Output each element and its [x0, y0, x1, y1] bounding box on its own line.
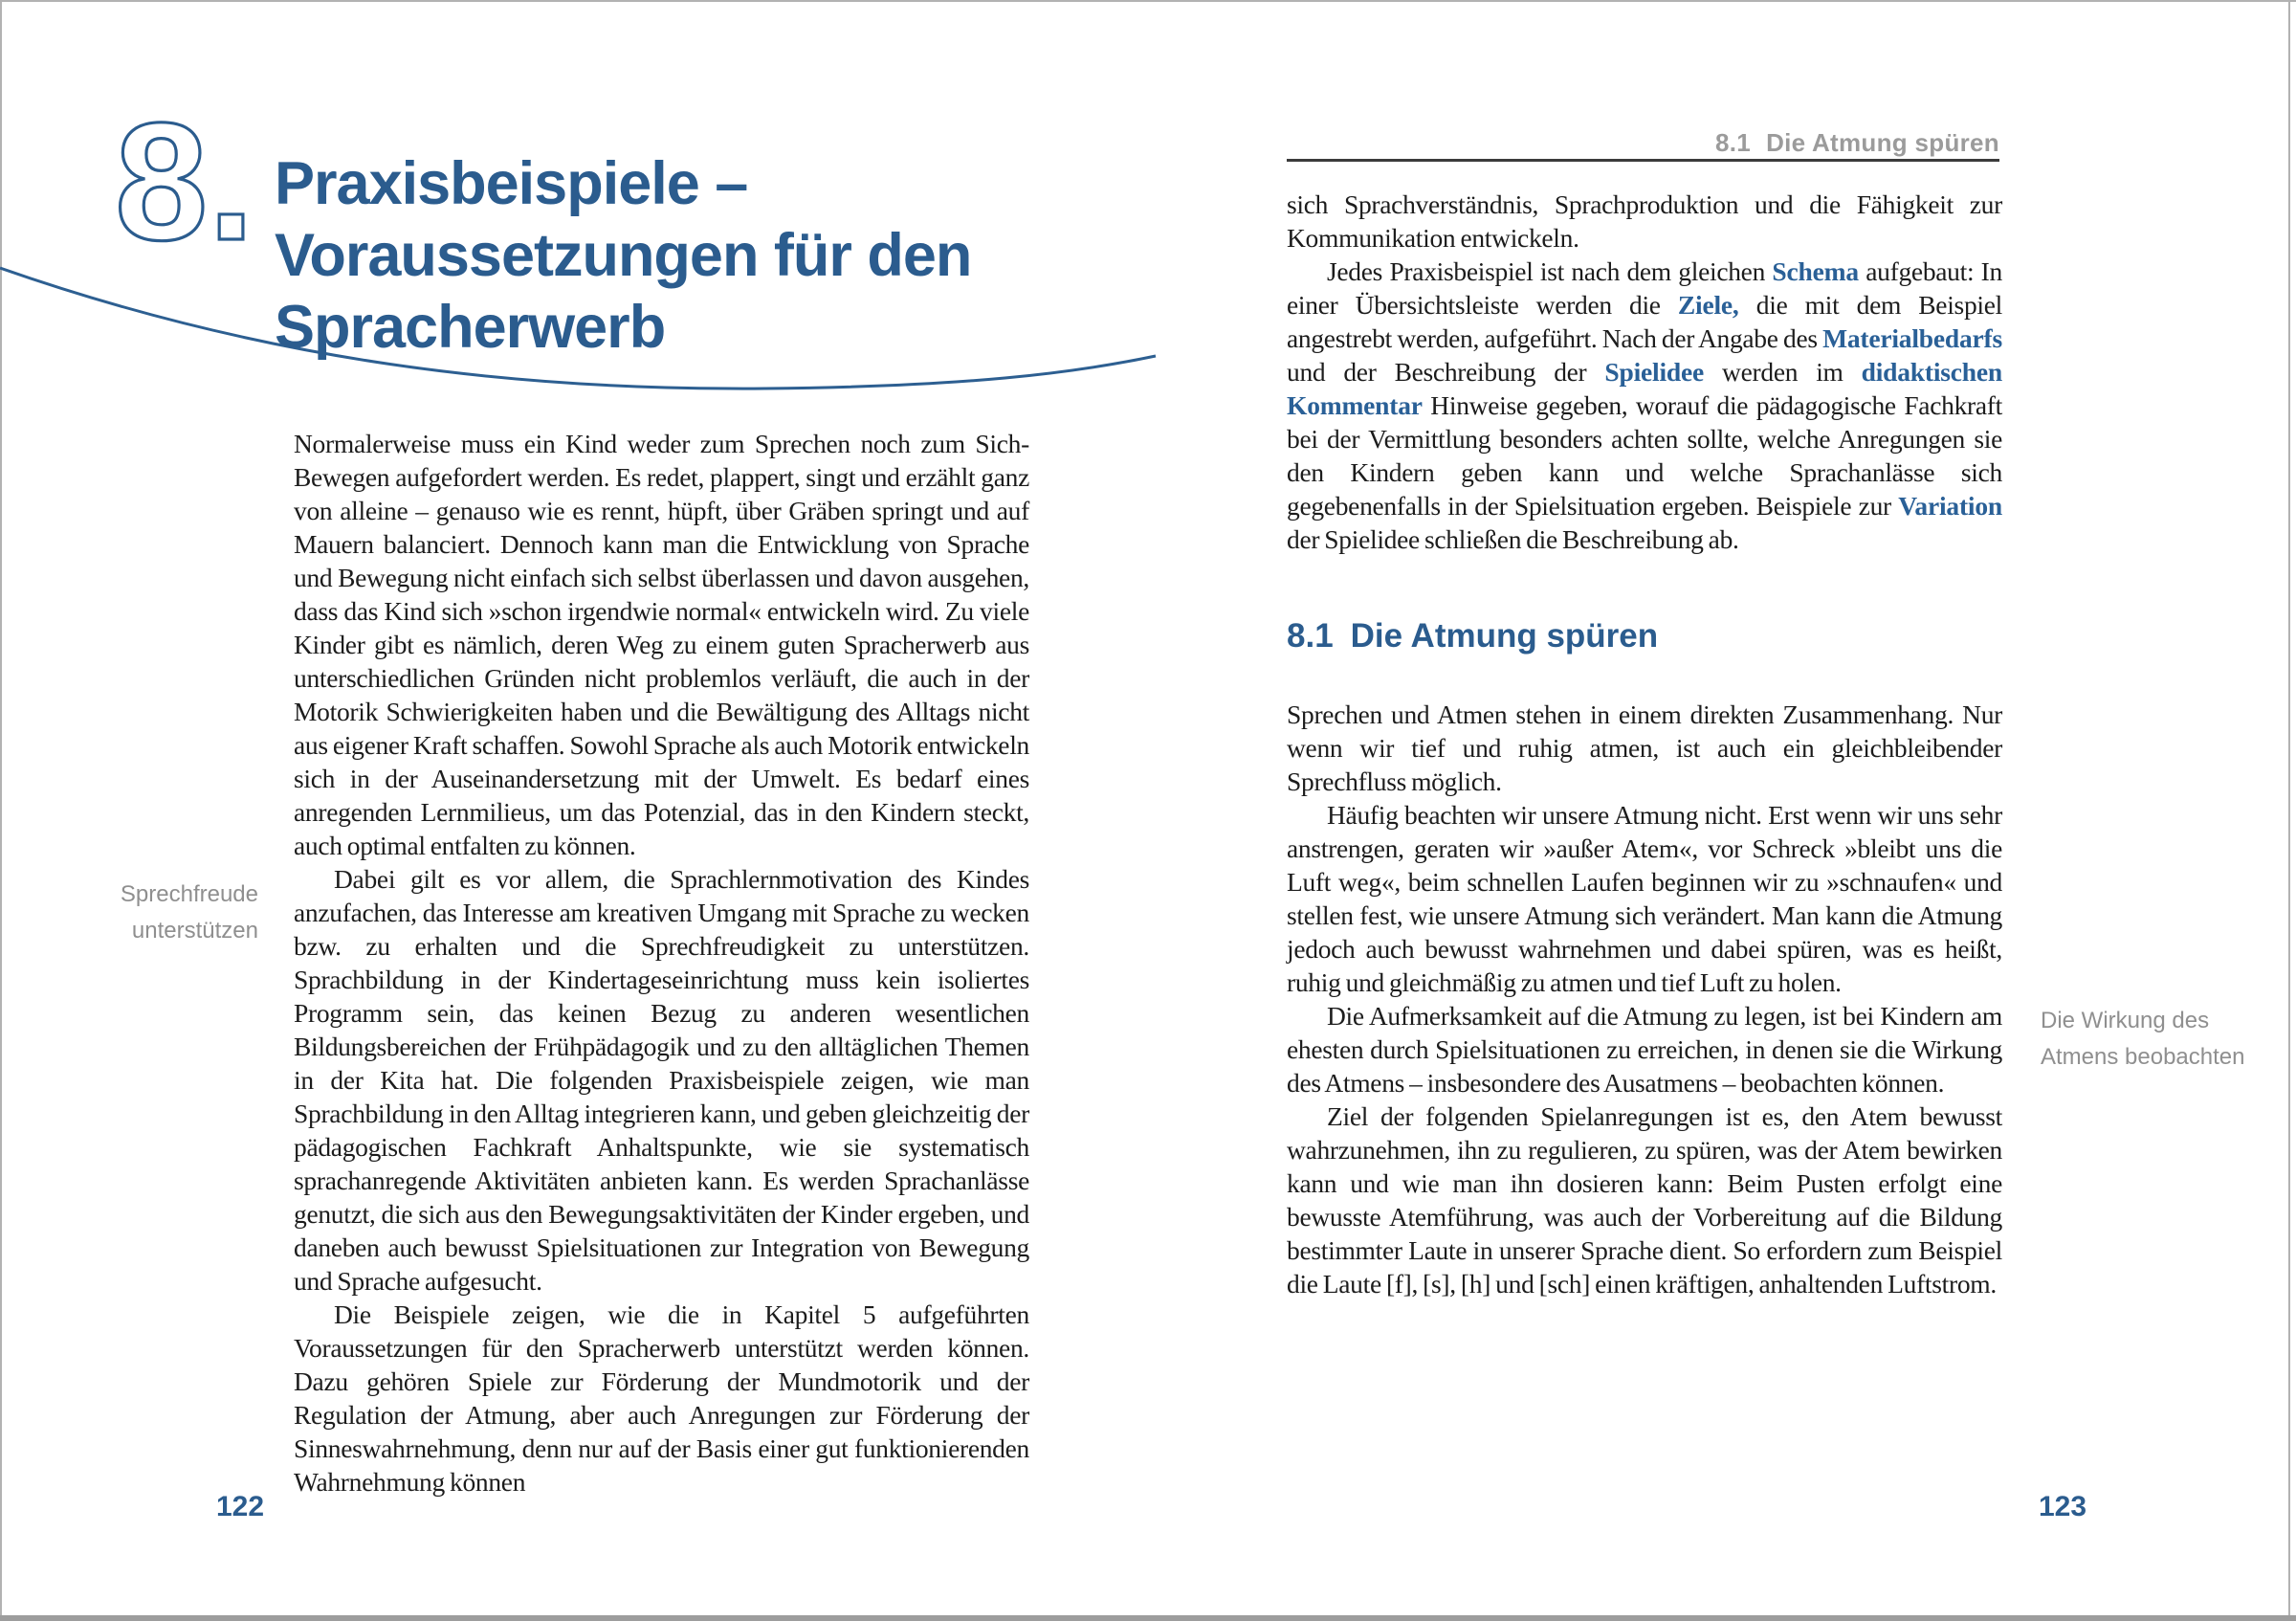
paragraph [1287, 1099, 2002, 1300]
margin-note-left [55, 877, 258, 949]
keyword-highlight: didaktischen Kommentar [1287, 357, 2002, 420]
paragraph [1287, 999, 2002, 1099]
body-text-left [294, 427, 1029, 1499]
text-segment: Sprechen und Atmen stehen in einem direkten Zusammenhang. Nur wenn wir tief und ruhig atmen, ist auch ein gleichbleibender Sprechfluss möglich. [1287, 699, 2002, 796]
chapter-title-line: Praxisbeispiele – [275, 150, 748, 218]
keyword-highlight: Ziele, [1677, 290, 1739, 320]
text-segment: Häufig beachten wir unsere Atmung nicht. Erst wenn wir uns sehr anstrengen, geraten wir »außer Atem«, vor Schreck »bleibt uns die Luft weg«, beim schnellen Laufen beginnen wir zu »schnaufen« und stellen fest, wie unsere Atmung sich verändert. Man kann die Atmung jedoch auch bewusst wahrnehmen und dabei spüren, was es heißt, ruhig und gleichmäßig zu atmen und tief Luft zu holen. [1287, 800, 2002, 997]
text-segment: und der Beschreibung der [1287, 357, 1605, 387]
margin-note-line: Sprechfreude [120, 881, 258, 907]
section-heading-text: Die Atmung spüren [1350, 617, 1659, 655]
section-paragraphs [1287, 698, 2002, 1300]
text-segment: der Spielidee schließen die Beschreibung ab. [1287, 524, 1739, 554]
text-segment: die mit dem Beispiel angestrebt werden, aufgeführt. Nach der Angabe des [1287, 290, 2002, 353]
running-header-number: 8.1 [1715, 128, 1752, 157]
header-rule [1287, 159, 1999, 162]
intro-paragraphs [1287, 188, 2002, 556]
running-header [1287, 128, 1999, 158]
margin-note-right [2041, 1003, 2261, 1076]
text-segment: Die Beispiele zeigen, wie die in Kapitel 5 aufgeführten Voraussetzungen für den Spracherwerb unterstützt werden können. Dazu gehören Spiele zur Förderung der Mundmotorik und der Regulation der Atmung, aber auch Anregungen zur Förderung der Sinneswahrnehmung, denn nur auf der Basis einer gut funktionierenden Wahrnehmung können [294, 1299, 1029, 1497]
paragraph [294, 1298, 1029, 1499]
section-heading-number: 8.1 [1287, 617, 1334, 655]
paragraph [1287, 255, 2002, 556]
text-segment: Jedes Praxisbeispiel ist nach dem gleichen [1327, 256, 1773, 286]
text-segment: Dabei gilt es vor allem, die Sprachlernmotivation des Kindes anzufachen, das Interesse am kreativen Umgang mit Sprache zu wecken bzw. zu erhalten und die Sprechfreudigkeit zu unterstützen. Sprachbildung in der Kindertageseinrichtung muss kein isoliertes Programm sein, das keinen Bezug zu anderen wesentlichen Bildungsbereichen der Frühpädagogik und zu den alltäglichen Themen in der Kita hat. Die folgenden Praxisbeispiele zeigen, wie man Sprachbildung in den Alltag integrieren kann, und geben gleichzeitig der pädagogischen Fachkraft Anhaltspunkte, wie sie systematisch sprachanregende Aktivitäten anbieten kann. Es werden Sprachanlässe genutzt, die sich aus den Bewegungsaktivitäten der Kinder ergeben, und daneben auch bewusst Spielsituationen zur Integration von Bewegung und Sprache aufgesucht. [294, 864, 1029, 1296]
section-heading [1287, 617, 2002, 655]
chapter-title [275, 148, 1136, 364]
paragraph [294, 862, 1029, 1298]
chapter-number-text: 8. [115, 89, 254, 276]
page-number-left: 122 [216, 1491, 265, 1522]
keyword-highlight: Variation [1898, 491, 2002, 521]
page-number-right: 123 [2039, 1491, 2087, 1522]
text-segment: Ziel der folgenden Spielanregungen ist es, den Atem bewusst wahrzunehmen, ihn zu regulieren, zu spüren, was der Atem bewirken kann und wie man ihn dosieren kann: Beim Pusten erfolgt eine bewusste Atemführung, was auch der Vorbereitung auf die Bildung bestimmter Laute in unserer Sprache dient. So erfordern zum Beispiel die Laute [f], [s], [h] und [sch] einen kräftigen, anhaltenden Luftstrom. [1287, 1101, 2002, 1299]
text-segment: Hinweise gegeben, worauf die pädagogische Fachkraft bei der Vermittlung besonders achten sollte, welche Anregungen sie den Kindern geben kann und welche Sprachanlässe sich gegebenenfalls in der Spielsituation ergeben. Beispiele zur [1287, 390, 2002, 521]
paragraph [1287, 798, 2002, 999]
margin-note-line: Atmens beobachten [2041, 1044, 2245, 1070]
page-border-top [0, 0, 2296, 2]
chapter-title-line: Voraussetzungen für den [275, 222, 972, 290]
running-header-text: Die Atmung spüren [1766, 128, 1999, 157]
keyword-highlight: Spielidee [1604, 357, 1705, 387]
paragraph [1287, 188, 2002, 255]
chapter-title-line: Spracherwerb [275, 294, 666, 362]
text-segment: werden im [1704, 357, 1862, 387]
text-segment: sich Sprachverständnis, Sprachproduktion und die Fähigkeit zur Kommunikation entwickeln. [1287, 189, 2002, 253]
bottom-bar [0, 1615, 2296, 1621]
margin-note-line: Die Wirkung des [2041, 1008, 2210, 1033]
text-segment: Die Aufmerksamkeit auf die Atmung zu legen, ist bei Kindern am ehesten durch Spielsituationen zu erreichen, in denen sie die Wirkung des Atmens – insbesondere des Ausatmens – beobachten können. [1287, 1001, 2002, 1098]
keyword-highlight: Schema [1772, 256, 1859, 286]
page-border-right [2288, 0, 2290, 1621]
body-text-right [1287, 188, 2002, 1300]
margin-note-line: unterstützen [131, 918, 258, 944]
paragraph [294, 427, 1029, 862]
page-border-left [0, 0, 2, 1621]
text-segment: Normalerweise muss ein Kind weder zum Sprechen noch zum Sich-Bewegen aufgefordert werden. Es redet, plappert, singt und erzählt ganz von alleine – genauso wie es rennt, hüpft, über Gräben springt und auf Mauern balanciert. Dennoch kann man die Entwicklung von Sprache und Bewegung nicht einfach sich selbst überlassen und davon ausgehen, dass das Kind sich »schon irgendwie normal« entwickeln wird. Zu viele Kinder gibt es nämlich, deren Weg zu einem guten Spracherwerb aus unterschiedlichen Gründen nicht problemlos verläuft, die auch in der Motorik Schwierigkeiten haben und die Bewältigung des Alltags nicht aus eigener Kraft schaffen. Sowohl Sprache als auch Motorik entwickeln sich in der Auseinandersetzung mit der Umwelt. Es bedarf eines anregenden Lernmilieus, um das Potenzial, das in den Kindern steckt, auch optimal entfalten zu können. [294, 429, 1029, 860]
paragraph [1287, 698, 2002, 798]
chapter-number [107, 89, 298, 276]
text-segment: aufgebaut: In einer Übersichtsleiste werden die [1287, 256, 2002, 320]
keyword-highlight: Materialbedarfs [1822, 323, 2002, 353]
